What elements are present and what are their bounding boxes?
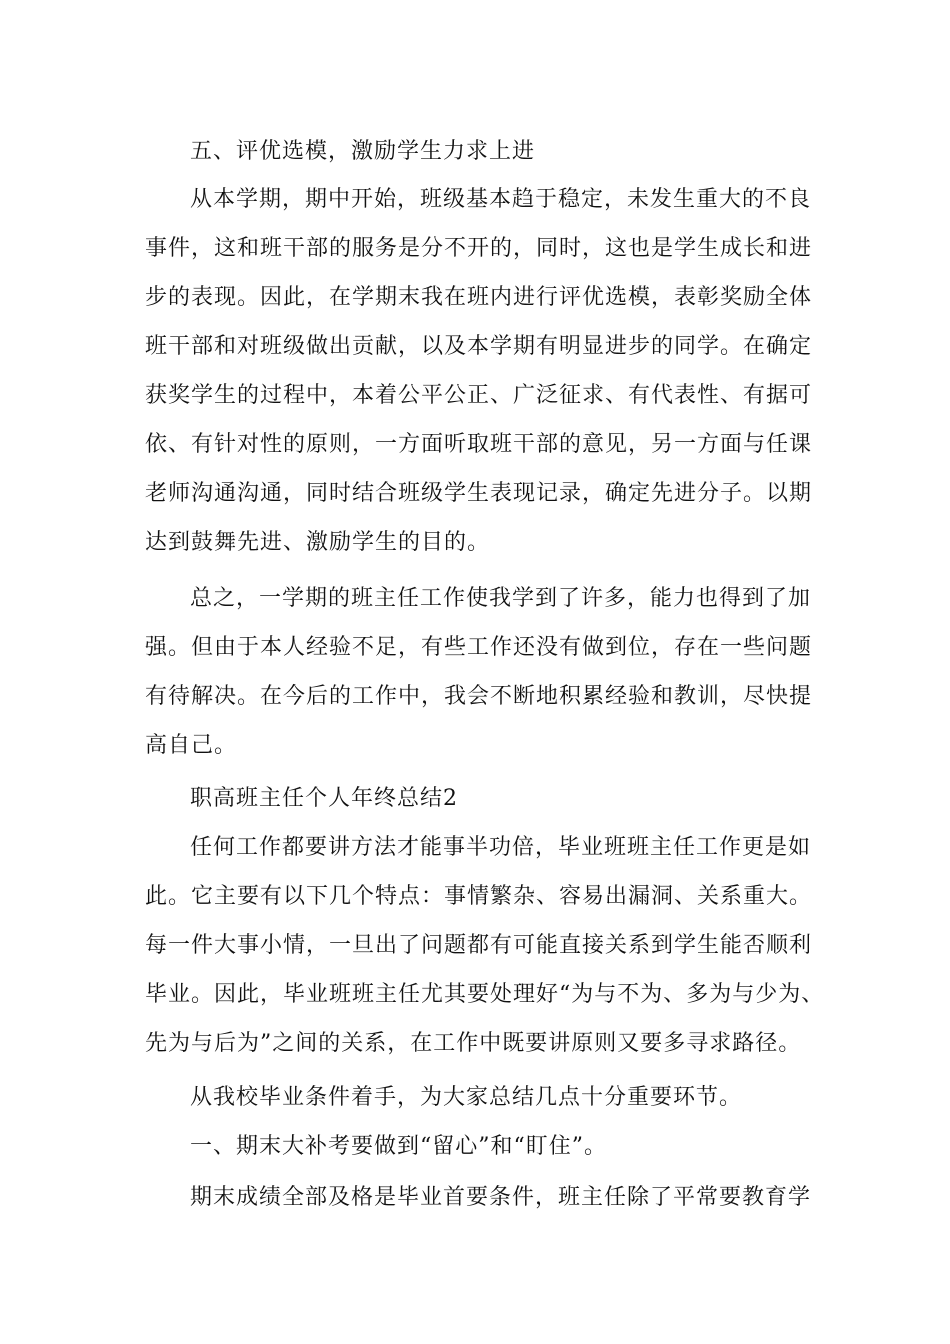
paragraph-line: 先为与后为”之间的关系，在工作中既要讲原则又要多寻求路径。 <box>145 1031 802 1056</box>
section-heading: 一、期末大补考要做到“留心”和“盯住”。 <box>190 1134 607 1159</box>
paragraph-line: 班干部和对班级做出贡献，以及本学期有明显进步的同学。在确定 <box>145 334 813 359</box>
paragraph-line: 步的表现。因此，在学期末我在班内进行评优选模，表彰奖励全体 <box>145 285 813 310</box>
paragraph-line: 每一件大事小情，一旦出了问题都有可能直接关系到学生能否顺利 <box>145 933 813 958</box>
paragraph-line: 期末成绩全部及格是毕业首要条件，班主任除了平常要教育学 <box>190 1185 812 1210</box>
paragraph-line: 任何工作都要讲方法才能事半功倍，毕业班班主任工作更是如 <box>190 835 812 860</box>
section-heading: 五、评优选模，激励学生力求上进 <box>190 139 536 164</box>
paragraph-line: 从我校毕业条件着手，为大家总结几点十分重要环节。 <box>190 1085 743 1110</box>
paragraph-line: 依、有针对性的原则，一方面听取班干部的意见，另一方面与任课 <box>145 432 813 457</box>
paragraph-line: 获奖学生的过程中，本着公平公正、广泛征求、有代表性、有据可 <box>145 383 813 408</box>
paragraph-line: 此。它主要有以下几个特点：事情繁杂、容易出漏洞、关系重大。 <box>145 884 813 909</box>
paragraph-line: 有待解决。在今后的工作中，我会不断地积累经验和教训，尽快提 <box>145 684 813 709</box>
paragraph-line: 达到鼓舞先进、激励学生的目的。 <box>145 530 491 555</box>
paragraph-line: 强。但由于本人经验不足，有些工作还没有做到位，存在一些问题 <box>145 635 813 660</box>
paragraph-line: 老师沟通沟通，同时结合班级学生表现记录，确定先进分子。以期 <box>145 481 813 506</box>
paragraph-line: 事件，这和班干部的服务是分不开的，同时，这也是学生成长和进 <box>145 236 813 261</box>
paragraph-line: 总之，一学期的班主任工作使我学到了许多，能力也得到了加 <box>190 586 812 611</box>
paragraph-line: 毕业。因此，毕业班班主任尤其要处理好“为与不为、多为与少为、 <box>145 982 825 1007</box>
section-title: 职高班主任个人年终总结2 <box>190 786 458 811</box>
paragraph-line: 高自己。 <box>145 733 238 758</box>
paragraph-line: 从本学期，期中开始，班级基本趋于稳定，未发生重大的不良 <box>190 187 812 212</box>
